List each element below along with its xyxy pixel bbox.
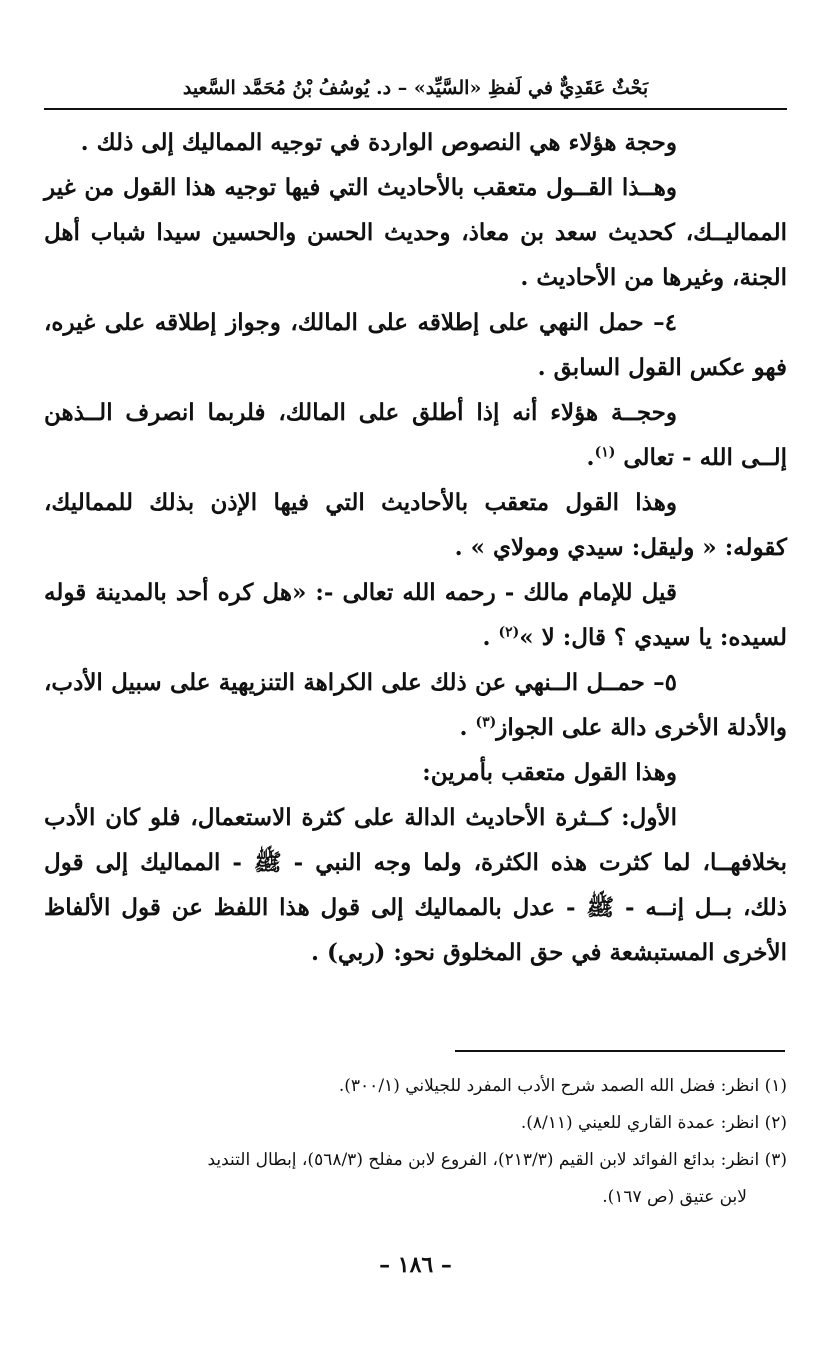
footnote-ref-2[interactable]: (٢) <box>498 624 520 641</box>
footnote-3: (٣) انظر: بدائع الفوائد لابن القيم (٢١٣/٣)، الفروع لابن مفلح (٥٦٨/٣)، إبطال التنديد <box>207 1150 787 1170</box>
footnote-ref-3[interactable]: (٣) <box>475 714 497 731</box>
paragraph-7-text: ٥– حمــل الــنهي عن ذلك على الكراهة التنزيهية على سبيل الأدب، والأدلة الأخرى دالة على الجواز <box>44 669 787 741</box>
header-rule <box>44 108 787 110</box>
paragraph-1: وحجة هؤلاء هي النصوص الواردة في توجيه المماليك إلى ذلك . <box>80 129 677 156</box>
paragraph-9: الأول: كــثرة الأحاديث الدالة على كثرة الاستعمال، فلو كان الأدب بخلافهــا، لما كثرت هذه الكثرة، ولما وجه النبي - ﷺ - المماليك إلى قول ذلك، بــل إنــه - ﷺ - عدل بالمماليك إلى قول هذا اللفظ عن قول الألفاظ الأخرى المستبشعة في حق المخلوق نحو: (ربي) . <box>44 804 787 966</box>
paragraph-6-end: . <box>482 624 499 651</box>
footnote-1: (١) انظر: فضل الله الصمد شرح الأدب المفرد للجيلاني (٣٠٠/١). <box>338 1076 787 1096</box>
paragraph-4 <box>44 390 787 480</box>
footnote-2: (٢) انظر: عمدة القاري للعيني (٨/١١). <box>520 1113 787 1133</box>
footnote-3-continuation: لابن عتيق (ص ١٦٧). <box>602 1187 747 1207</box>
paragraph-6-text: قيل للإمام مالك - رحمه الله تعالى -: «هل كره أحد بالمدينة قوله لسيده: يا سيدي ؟ قال: لا » <box>44 579 787 651</box>
paragraph-7-end: . <box>459 714 476 741</box>
paragraph-5: وهذا القول متعقب بالأحاديث التي فيها الإذن بذلك للمماليك، كقوله: « وليقل: سيدي ومولاي » . <box>44 489 787 561</box>
footnote-rule <box>455 1050 785 1052</box>
paragraph-4-end: . <box>586 444 595 471</box>
page-number: – ١٨٦ – <box>379 1252 452 1278</box>
paragraph-4-text: وحجــة هؤلاء أنه إذا أطلق على المالك، فلربما انصرف الــذهن إلــى الله - تعالى <box>44 399 787 471</box>
footnotes <box>44 1068 787 1216</box>
paragraph-3: ٤– حمل النهي على إطلاقه على المالك، وجواز إطلاقه على غيره، فهو عكس القول السابق . <box>44 309 787 381</box>
paragraph-8: وهذا القول متعقب بأمرين: <box>422 759 677 786</box>
main-text <box>44 120 787 975</box>
footnote-ref-1[interactable]: (١) <box>594 444 616 461</box>
paragraph-6 <box>44 570 787 660</box>
running-header: بَحْثٌ عَقَدِيٌّ في لَفظِ «السَّيِّد» – د. يُوسُفُ بْنُ مُحَمَّد السَّعيد <box>182 77 649 99</box>
paragraph-7 <box>44 660 787 750</box>
paragraph-2: وهــذا القــول متعقب بالأحاديث التي فيها توجيه هذا القول من غير المماليــك، كحديث سعد بن معاذ، وحديث الحسن والحسين سيدا شباب أهل الجنة، وغيرها من الأحاديث . <box>44 174 787 291</box>
